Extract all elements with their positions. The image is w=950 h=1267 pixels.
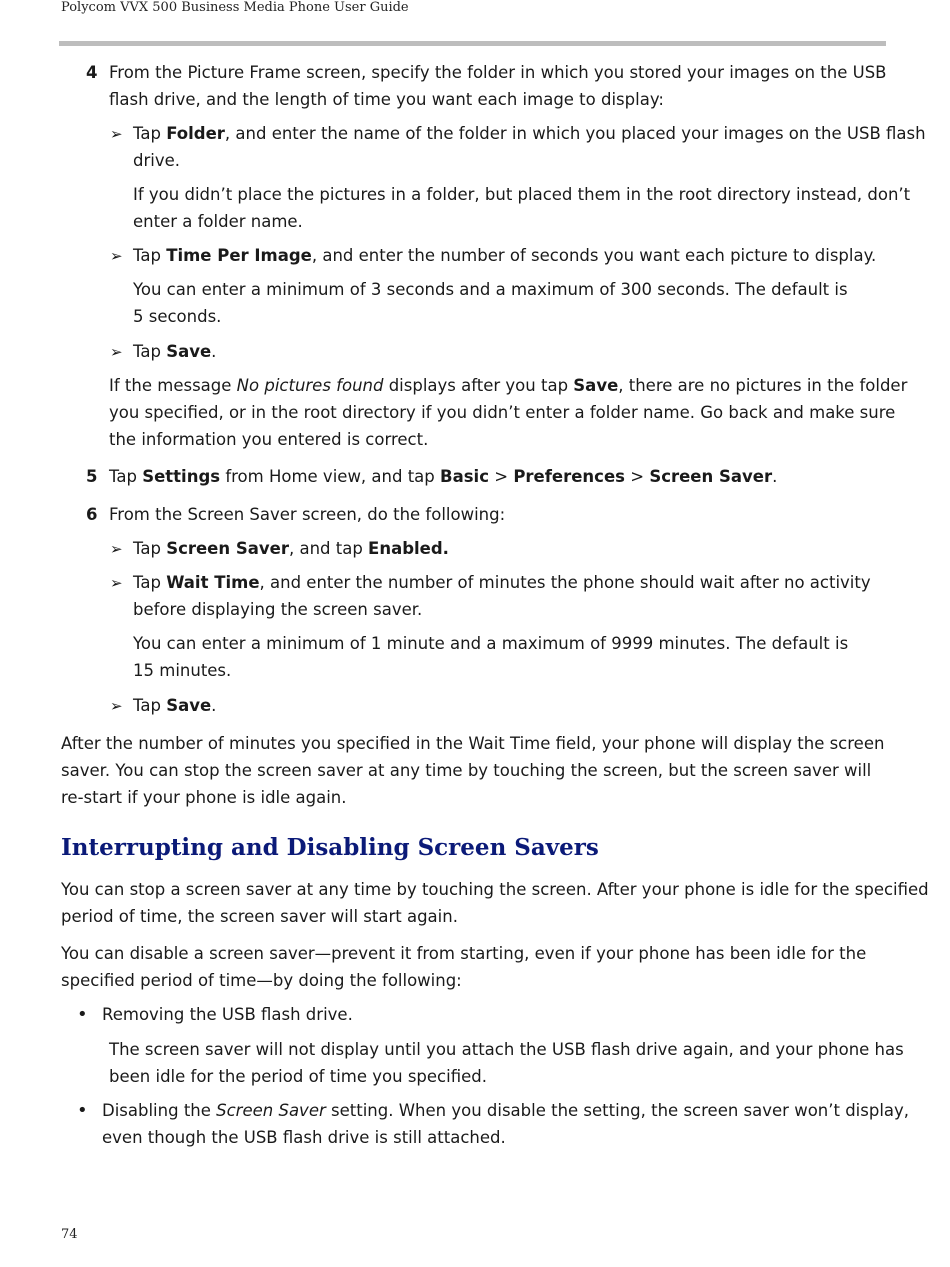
step-text: From the Picture Frame screen, specify the folder in which you stored your images on the USB: [109, 63, 887, 82]
section-heading: Interrupting and Disabling Screen Savers: [61, 834, 599, 861]
step-note: If the message No pictures found displays after you tap Save, there are no pictures in the folder: [109, 376, 908, 395]
bullet-dot-icon: •: [77, 1004, 88, 1025]
sub-step-text: Tap Save.: [133, 696, 217, 715]
arrow-bullet-icon: ➢: [110, 540, 123, 558]
header-rule: [59, 41, 886, 46]
step-note: you specified, or in the root directory if you didn’t enter a folder name. Go back and make sure: [109, 403, 896, 422]
sub-step-note: 5 seconds.: [133, 307, 222, 326]
body-paragraph: specified period of time—by doing the following:: [61, 971, 462, 990]
arrow-bullet-icon: ➢: [110, 343, 123, 361]
sub-step-text: Tap Save.: [133, 342, 217, 361]
body-paragraph: After the number of minutes you specified in the Wait Time field, your phone will display the screen: [61, 734, 885, 753]
body-paragraph: re-start if your phone is idle again.: [61, 788, 347, 807]
sub-step-text: Tap Wait Time, and enter the number of minutes the phone should wait after no activity: [133, 573, 871, 592]
body-paragraph: period of time, the screen saver will start again.: [61, 907, 458, 926]
sub-step-text: before displaying the screen saver.: [133, 600, 423, 619]
page-number: 74: [61, 1227, 78, 1242]
step-text: Tap Settings from Home view, and tap Basic > Preferences > Screen Saver.: [109, 467, 778, 486]
step-note: the information you entered is correct.: [109, 430, 429, 449]
sub-step-note: If you didn’t place the pictures in a folder, but placed them in the root directory instead, don’t: [133, 185, 911, 204]
bullet-dot-icon: •: [77, 1100, 88, 1121]
list-item-note: The screen saver will not display until you attach the USB flash drive again, and your phone has: [109, 1040, 904, 1059]
sub-step-text: Tap Folder, and enter the name of the folder in which you placed your images on the USB flash: [133, 124, 926, 143]
step-text: flash drive, and the length of time you want each image to display:: [109, 90, 664, 109]
sub-step-note: You can enter a minimum of 3 seconds and a maximum of 300 seconds. The default is: [133, 280, 848, 299]
sub-step-note: enter a folder name.: [133, 212, 303, 231]
sub-step-note: You can enter a minimum of 1 minute and a maximum of 9999 minutes. The default is: [133, 634, 849, 653]
sub-step-note: 15 minutes.: [133, 661, 232, 680]
body-paragraph: saver. You can stop the screen saver at any time by touching the screen, but the screen saver will: [61, 761, 872, 780]
arrow-bullet-icon: ➢: [110, 697, 123, 715]
list-item: Removing the USB flash drive.: [102, 1005, 353, 1024]
step-number: 6: [86, 505, 98, 524]
list-item-note: been idle for the period of time you specified.: [109, 1067, 487, 1086]
step-text: From the Screen Saver screen, do the following:: [109, 505, 506, 524]
running-header: Polycom VVX 500 Business Media Phone User Guide: [61, 0, 409, 15]
step-number: 4: [86, 63, 98, 82]
body-paragraph: You can disable a screen saver—prevent it from starting, even if your phone has been idle for the: [61, 944, 867, 963]
arrow-bullet-icon: ➢: [110, 125, 123, 143]
body-paragraph: You can stop a screen saver at any time by touching the screen. After your phone is idle for the specified: [61, 880, 929, 899]
sub-step-text: Tap Screen Saver, and tap Enabled.: [133, 539, 449, 558]
list-item: even though the USB flash drive is still attached.: [102, 1128, 506, 1147]
arrow-bullet-icon: ➢: [110, 247, 123, 265]
sub-step-text: Tap Time Per Image, and enter the number of seconds you want each picture to display.: [133, 246, 877, 265]
sub-step-text: drive.: [133, 151, 181, 170]
list-item: Disabling the Screen Saver setting. When you disable the setting, the screen saver won’t display,: [102, 1101, 910, 1120]
step-number: 5: [86, 467, 98, 486]
arrow-bullet-icon: ➢: [110, 574, 123, 592]
